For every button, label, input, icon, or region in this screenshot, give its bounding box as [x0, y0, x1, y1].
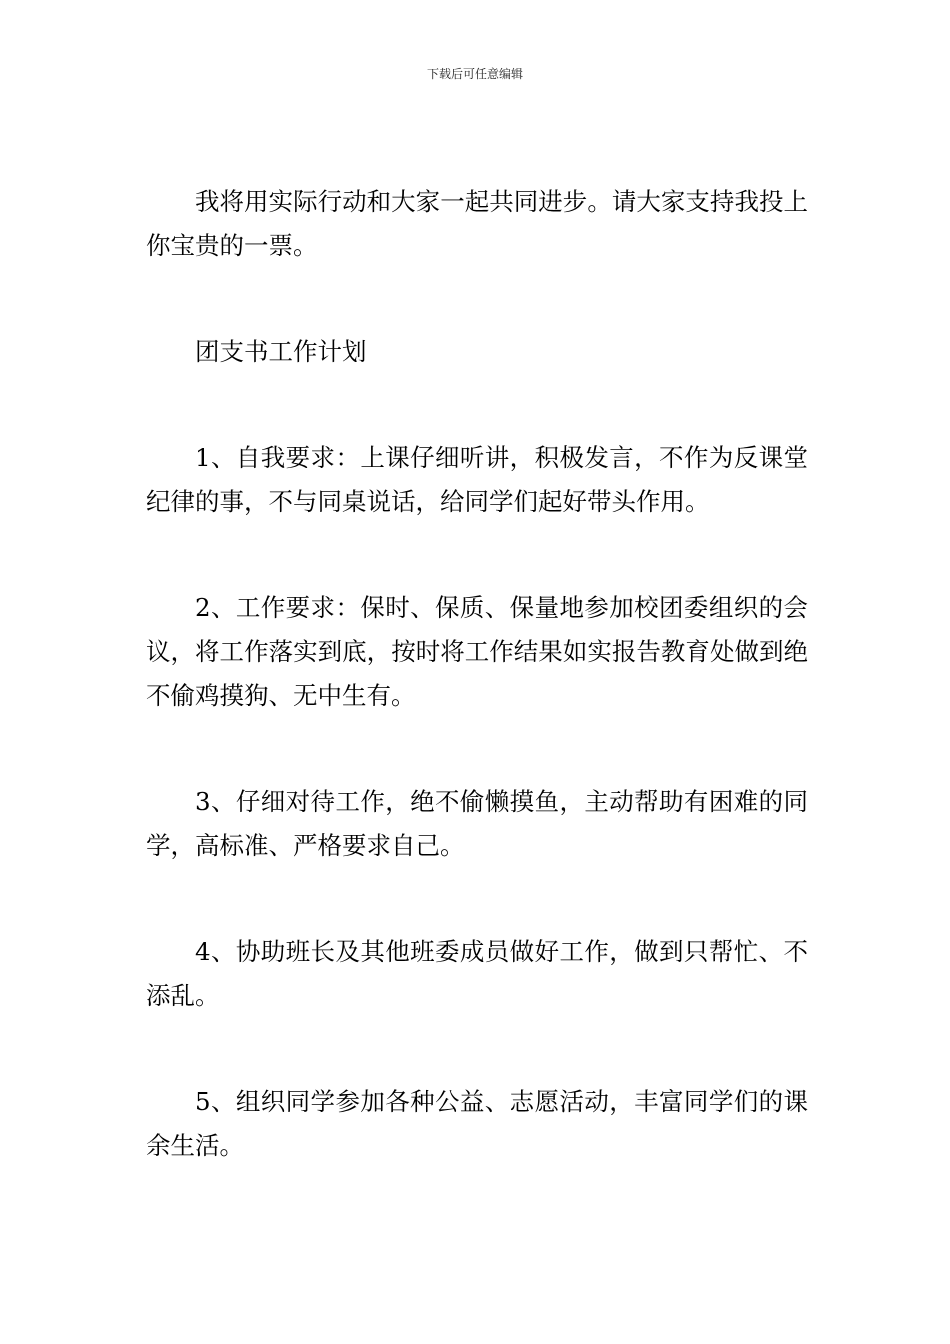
plan-item-5: 5、组织同学参加各种公益、志愿活动，丰富同学们的课余生活。 [146, 1087, 808, 1160]
plan-item-2: 2、工作要求：保时、保质、保量地参加校团委组织的会议，将工作落实到底，按时将工作结果如实报告教育处做到绝不偷鸡摸狗、无中生有。 [146, 593, 808, 710]
section-title: 团支书工作计划 [195, 337, 367, 366]
plan-item-1: 1、自我要求：上课仔细听讲，积极发言，不作为反课堂纪律的事，不与同桌说话，给同学们起好带头作用。 [146, 443, 808, 516]
plan-item-3: 3、仔细对待工作，绝不偷懒摸鱼，主动帮助有困难的同学，高标准、严格要求自己。 [146, 787, 808, 860]
plan-item-4: 4、协助班长及其他班委成员做好工作，做到只帮忙、不添乱。 [146, 937, 808, 1010]
document-body [146, 180, 808, 1168]
paragraph-closing: 我将用实际行动和大家一起共同进步。请大家支持我投上你宝贵的一票。 [146, 187, 808, 260]
page-header: 下载后可任意编辑 [426, 67, 523, 81]
